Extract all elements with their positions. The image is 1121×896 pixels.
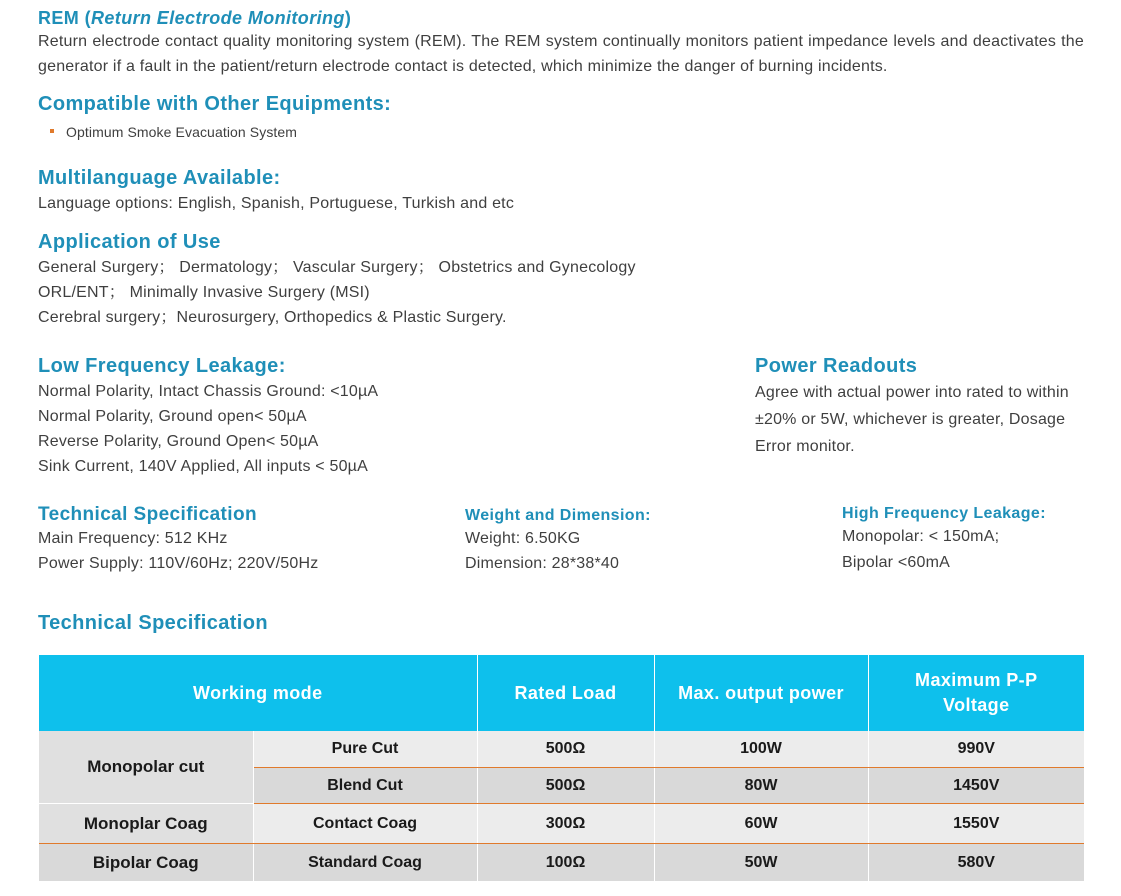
weight-line: Weight: 6.50KG	[465, 530, 581, 547]
header-working-mode: Working mode	[39, 655, 477, 731]
application-line: Cerebral surgery；Neurosurgery, Orthopedics & Plastic Surgery.	[38, 309, 507, 326]
header-max-pp-voltage: Maximum P-P Voltage	[868, 655, 1084, 731]
bullet-square-icon	[50, 129, 54, 133]
output-power-cell: 50W	[654, 844, 868, 882]
voltage-cell: 1550V	[868, 804, 1084, 844]
low-frequency-heading: Low Frequency Leakage:	[38, 355, 286, 377]
rated-load-cell: 500Ω	[477, 731, 654, 768]
table-header-row	[39, 655, 1084, 731]
voltage-cell: 580V	[868, 844, 1084, 882]
voltage-cell: 1450V	[868, 768, 1084, 804]
hf-leakage-heading: High Frequency Leakage:	[842, 505, 1046, 522]
low-frequency-line: Sink Current, 140V Applied, All inputs < 50µA	[38, 458, 368, 475]
multilanguage-heading: Multilanguage Available:	[38, 167, 281, 189]
sub-mode-cell: Blend Cut	[253, 768, 477, 804]
group-bipolar-coag: Bipolar Coag	[39, 844, 253, 882]
application-heading: Application of Use	[38, 231, 221, 253]
tech-spec-line: Power Supply: 110V/60Hz; 220V/50Hz	[38, 555, 319, 572]
weight-heading: Weight and Dimension:	[465, 507, 651, 524]
rated-load-cell: 100Ω	[477, 844, 654, 882]
low-frequency-line: Normal Polarity, Intact Chassis Ground: <10µA	[38, 383, 379, 400]
sub-mode-cell: Contact Coag	[253, 804, 477, 844]
hf-leakage-line: Bipolar <60mA	[842, 554, 950, 571]
power-readouts-line: ±20% or 5W, whichever is greater, Dosage	[755, 411, 1066, 428]
header-rated-load: Rated Load	[477, 655, 654, 731]
hf-leakage-line: Monopolar: < 150mA;	[842, 528, 1000, 545]
low-frequency-line: Reverse Polarity, Ground Open< 50µA	[38, 433, 319, 450]
sub-mode-cell: Pure Cut	[253, 731, 477, 768]
power-readouts-line: Error monitor.	[755, 438, 855, 455]
tech-spec-line: Main Frequency: 512 KHz	[38, 530, 228, 547]
table-row	[39, 731, 1084, 768]
tech-spec-heading: Technical Specification	[38, 504, 257, 525]
rated-load-cell: 300Ω	[477, 804, 654, 844]
rated-load-cell: 500Ω	[477, 768, 654, 804]
sub-mode-cell: Standard Coag	[253, 844, 477, 882]
output-power-cell: 80W	[654, 768, 868, 804]
header-max-output-power: Max. output power	[654, 655, 868, 731]
group-monopolar-cut: Monopolar cut	[39, 731, 253, 804]
rem-description: Return electrode contact quality monitoring system (REM). The REM system continually monitors patient impedance levels and deactivates the generator if a fault in the patient/return electrode contact is detected, which minimize the danger of burning incidents.	[38, 33, 1084, 75]
power-readouts-heading: Power Readouts	[755, 355, 918, 377]
spec-table	[39, 655, 1084, 881]
application-line: General Surgery； Dermatology； Vascular Surgery； Obstetrics and Gynecology	[38, 259, 636, 276]
output-power-cell: 100W	[654, 731, 868, 768]
application-line: ORL/ENT； Minimally Invasive Surgery (MSI)	[38, 284, 370, 301]
output-power-cell: 60W	[654, 804, 868, 844]
power-readouts-line: Agree with actual power into rated to within	[755, 384, 1069, 401]
spec-table-heading: Technical Specification	[38, 612, 269, 634]
dimension-line: Dimension: 28*38*40	[465, 555, 620, 572]
low-frequency-line: Normal Polarity, Ground open< 50µA	[38, 408, 307, 425]
group-monoplar-coag: Monoplar Coag	[39, 804, 253, 844]
table-row	[39, 804, 1084, 844]
list-item: Optimum Smoke Evacuation System	[50, 124, 297, 140]
table-row	[39, 844, 1084, 882]
voltage-cell: 990V	[868, 731, 1084, 768]
language-options: Language options: English, Spanish, Portuguese, Turkish and etc	[38, 195, 515, 212]
rem-heading: REM (Return Electrode Monitoring)	[38, 8, 352, 28]
compatible-heading: Compatible with Other Equipments:	[38, 93, 392, 115]
